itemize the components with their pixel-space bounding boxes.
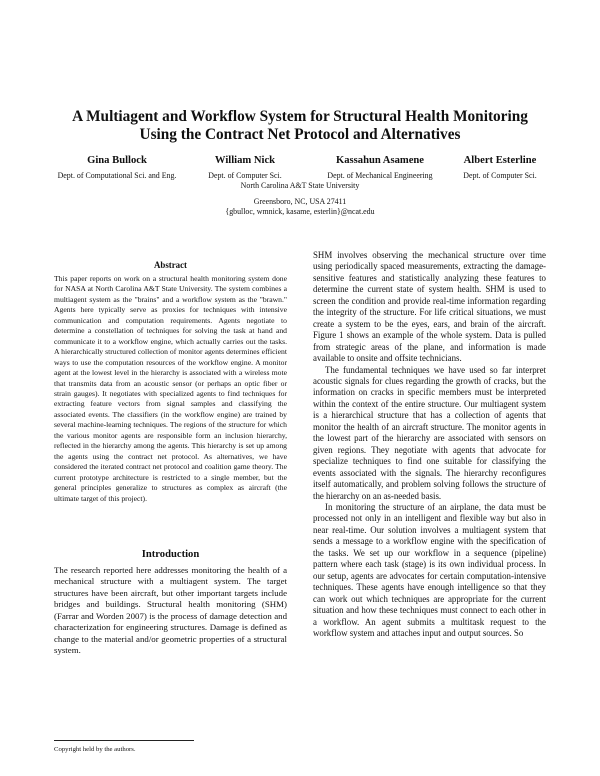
affiliation	[150, 181, 450, 218]
paragraph: The fundamental techniques we have used so far interpret acoustic signals for clues regarding the growth of cracks, but the information on cracks in specific members must be interpreted within the context of the entire structure. Our multiagent system is a hierarchical structure that has a collection of agents that monitor the health of an aircraft structure. The monitor agents in the lowest part of the hierarchy are associated with sensors on given regions. They negotiate with agents that advocate for specialize techniques to find one suitable for classifying the events associated with the signals. The hierarchy reconfigures itself automatically, and problem solving follows the structure of the hierarchy on an as-needed basis.	[313, 364, 546, 501]
paragraph: In monitoring the structure of an airplane, the data must be processed not only in an intelligent and flexible way but also in near real-time. Our solution involves a multiagent system that sends a message to a workflow engine with the specification of the tasks. We set up our workflow in a sequence (pipeline) pattern where each task (stage) is its own individual process. In our setup, agents are advocates for certain computation-intensive techniques. These agents have enough intelligence so that they can work out which techniques are appropriate for the current situation and how these techniques must connect to each other in a workflow. An agent submits a multitask request to the workflow system and attaches input and output sources. So	[313, 501, 546, 638]
copyright-footnote: Copyright held by the authors.	[54, 746, 136, 753]
author-dept: Dept. of Mechanical Engineering	[327, 171, 433, 180]
university: North Carolina A&T State University	[240, 181, 360, 190]
introduction-section	[54, 548, 287, 657]
author-name: Albert Esterline	[463, 155, 537, 166]
author-name: Gina Bullock	[87, 155, 147, 166]
author-name: William Nick	[214, 155, 276, 166]
author-name: Kassahun Asamene	[335, 155, 424, 166]
paragraph: SHM involves observing the mechanical structure over time using periodically spaced measurements, extracting the damage-sensitive features and statistically analyzing these features to determine the current state of system health. SHM is used to screen the condition and provide real-time information regarding the integrity of the structure. For life critical situations, we must create a system to be the eyes, ears, and brain of the aircraft. Figure 1 shows an example of the whole system. Data is pulled from strategic areas of the plane, and information is made available to onsite and offsite technicians.	[313, 250, 546, 364]
author-4	[440, 154, 560, 181]
abstract-text: This paper reports on work on a structural health monitoring system done for NASA at North Carolina A&T State University. The system combines a multiagent system as the "brains" and a workflow system as the "brawn." Agents here typically serve as proxies for techniques with intensive communication and computation requirements. Agents negotiate to determine a constellation of techniques for solving the task at hand and communicate it to a workflow engine, which actually carries out the tasks. A hierarchically structured collection of monitor agents determines efficient ways to use the computation resources of the workflow engine. A monitor agent at the lowest level in the hierarchy is associated with a wireless mote that transmits data from an acoustic sensor (or perhaps an optic fiber or strain gauges). It negotiates with specialized agents to find techniques for extracting feature vectors from signal samples and classifying the associated events. The classifiers (in the workflow engine) are trained by several machine-learning techniques. The regions of the structure for which the various monitor agents are responsible form an inclusion hierarchy, reflected in the hierarchy among the agents. This hierarchy is set up among the agents using the contract net protocol. As alternatives, we have considered the iterated contract net protocol and coalition game theory. The current prototype architecture is restricted to a single member, but the general principles generalize to structures as complex as aircraft (the ultimate target of this project).	[54, 274, 287, 503]
introduction-text: The research reported here addresses monitoring the health of a mechanical structure with a multiagent system. The target structures have been aircraft, but other important targets include bridges and buildings. Structural health monitoring (SHM) (Farrar and Worden 2007) is the process of damage detection and characterization for engineering structures. Damage is defined as change to the material and/or geometric properties of a structural system.	[54, 565, 287, 656]
address: Greensboro, NC, USA 27411	[253, 196, 347, 206]
paper-title	[40, 108, 560, 144]
author-dept: Dept. of Computer Sci.	[208, 171, 282, 180]
right-column	[313, 250, 546, 639]
title-line-2: Using the Contract Net Protocol and Alternatives	[139, 126, 461, 143]
author-dept: Dept. of Computational Sci. and Eng.	[57, 171, 177, 180]
abstract-section	[54, 260, 287, 504]
emails: {gbulloc, wmnick, kasame, esterlin}@ncat.edu	[225, 207, 375, 216]
title-line-1: A Multiagent and Workflow System for Structural Health Monitoring	[72, 108, 528, 125]
author-1	[52, 154, 182, 181]
author-2	[180, 154, 310, 181]
footnote-divider	[54, 740, 194, 741]
introduction-heading: Introduction	[141, 549, 200, 560]
abstract-heading: Abstract	[153, 260, 188, 270]
author-dept: Dept. of Computer Sci.	[463, 171, 537, 180]
author-3	[305, 154, 455, 181]
